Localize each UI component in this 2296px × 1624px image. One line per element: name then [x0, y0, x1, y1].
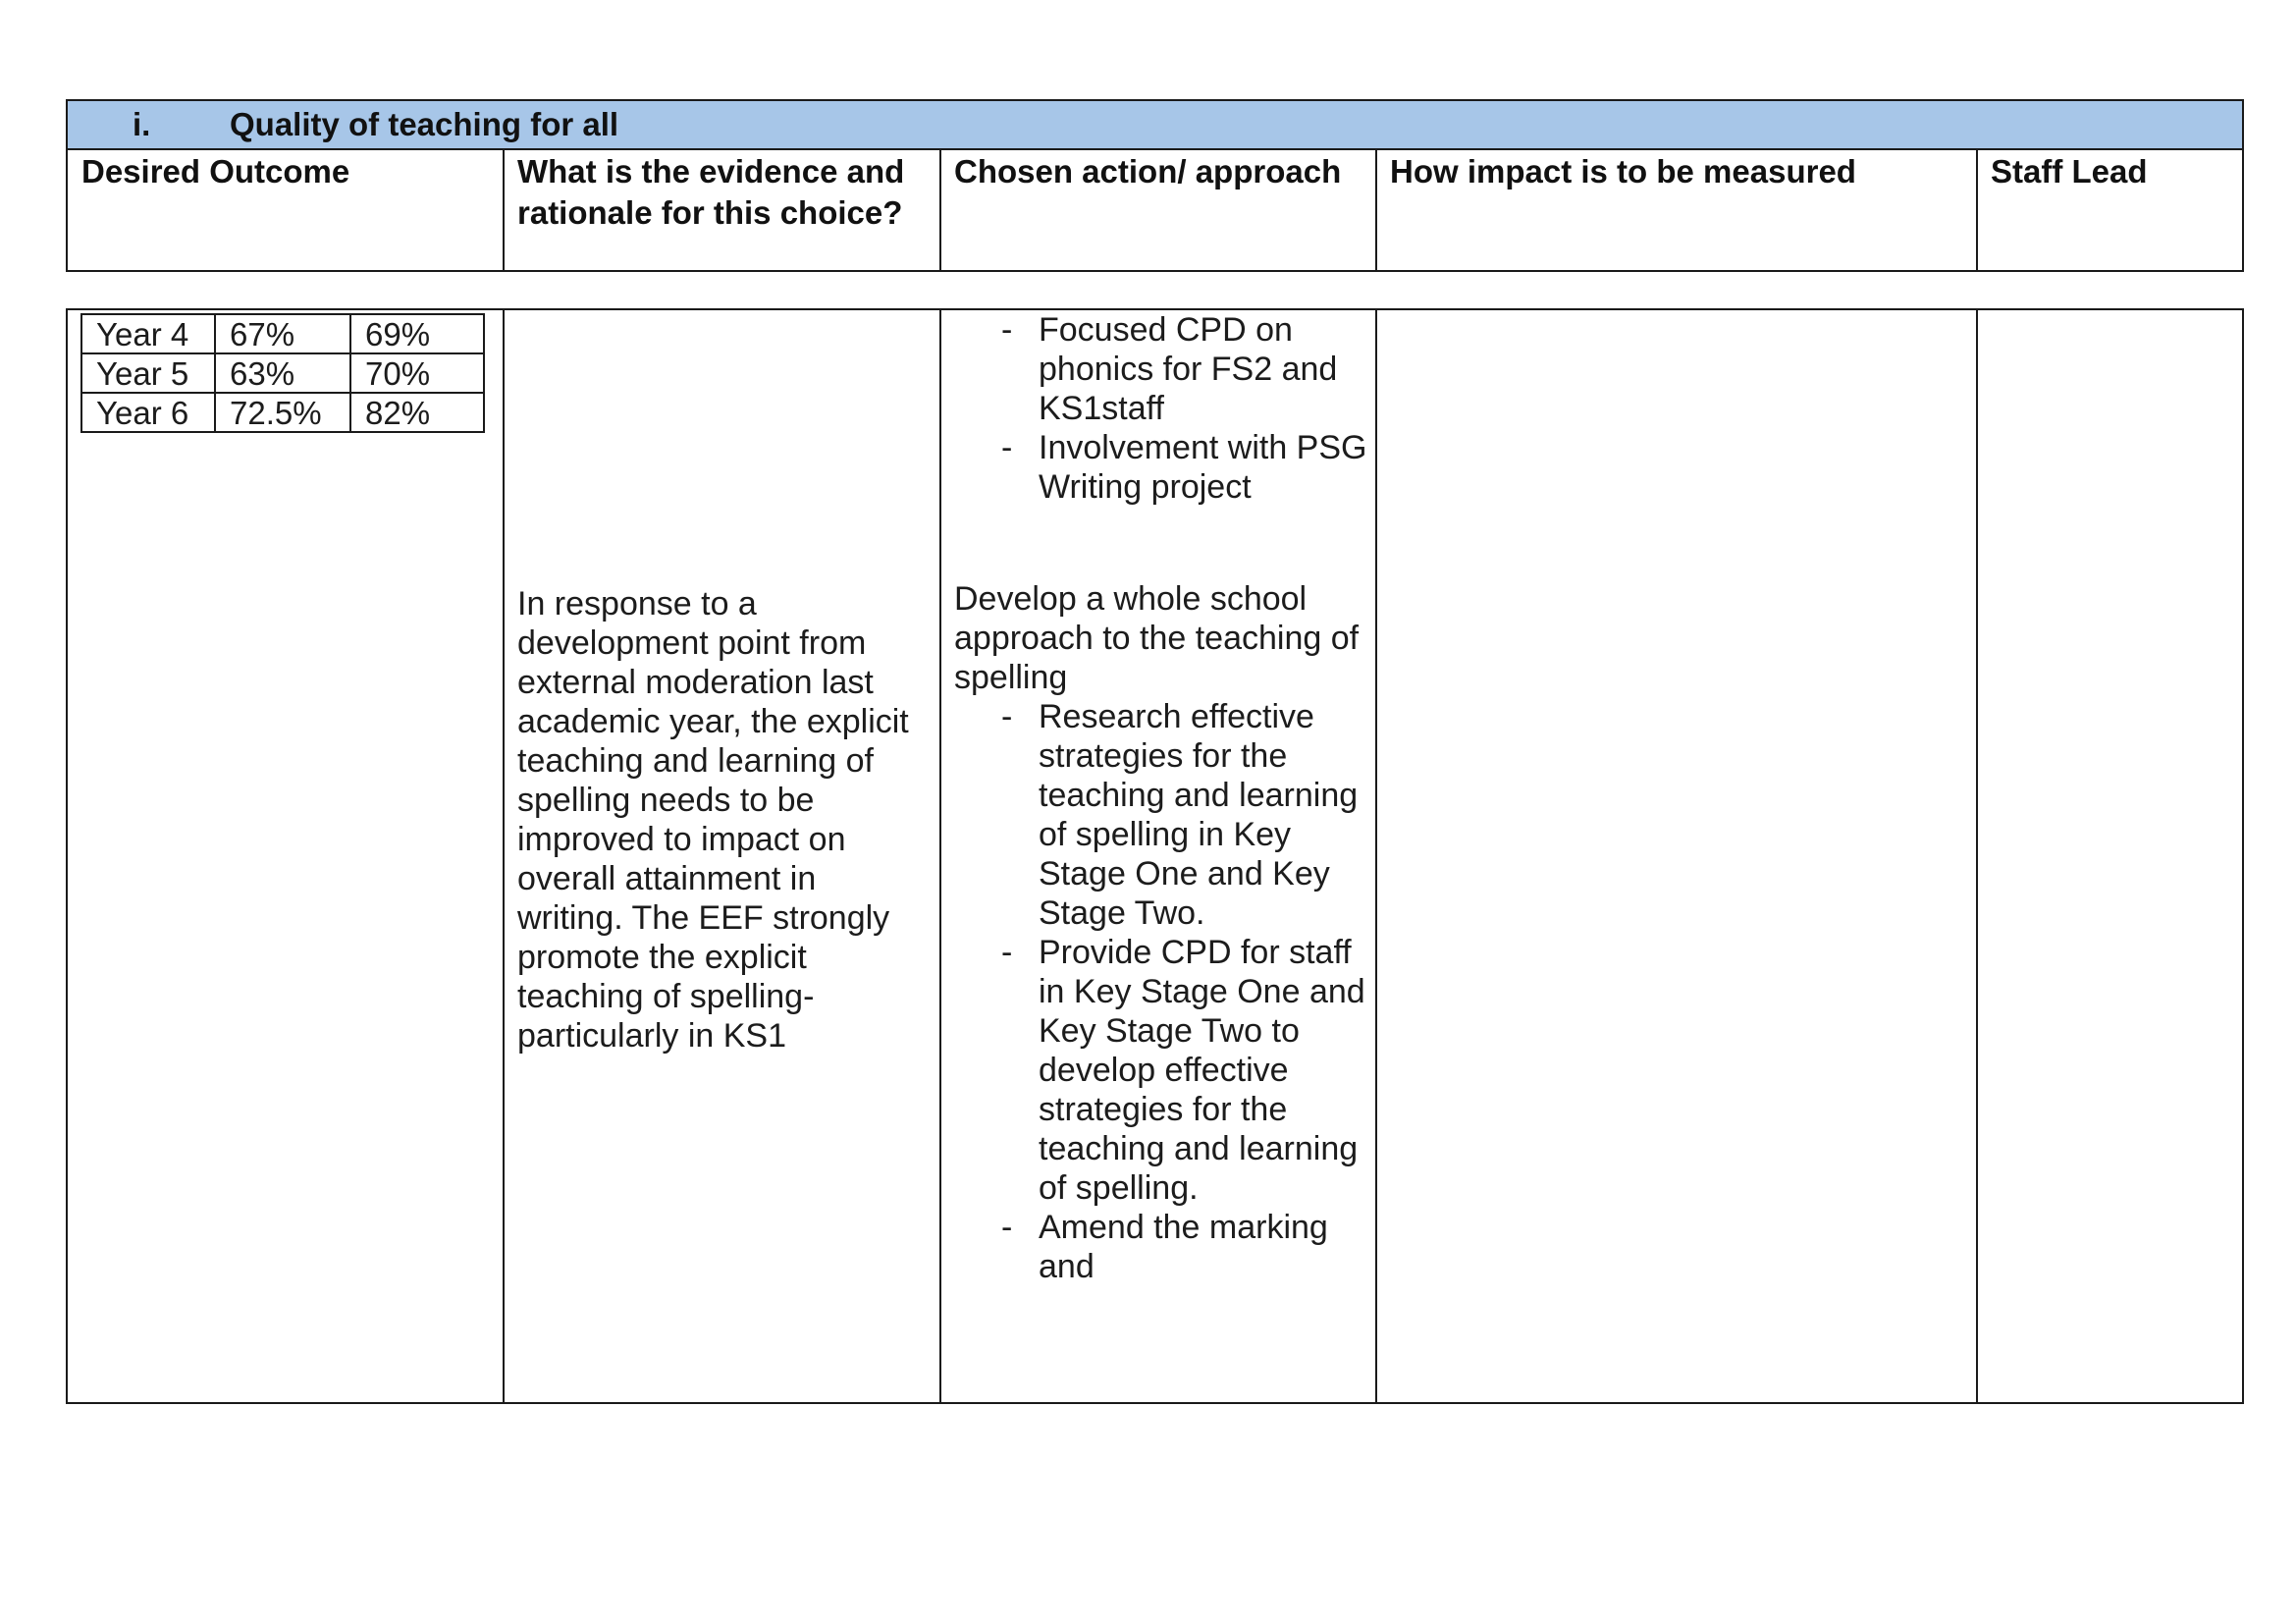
column-header-desired-outcome: Desired Outcome	[81, 153, 350, 189]
section-header	[68, 101, 2242, 150]
list-item: - Focused CPD on phonics for FS2 and KS1staff	[940, 310, 1372, 428]
section-title: Quality of teaching for all	[230, 106, 619, 142]
column-header-staff-lead: Staff Lead	[1991, 153, 2148, 189]
list-item: - Research effective strategies for the teaching and learning of spelling in Key Stage One and Key Stage Two.	[940, 697, 1372, 933]
column-divider	[939, 310, 941, 1402]
staff-lead-cell	[1977, 310, 2244, 1402]
year-label: Year 6	[81, 393, 215, 432]
year-label: Year 4	[81, 314, 215, 353]
column-divider	[1375, 150, 1377, 270]
impact-cell	[1376, 310, 1977, 1402]
action-list-phonics	[940, 310, 1372, 507]
column-header-chosen-action: Chosen action/ approach	[954, 153, 1342, 189]
action-list-spelling	[940, 697, 1372, 1286]
desired-outcome-cell	[68, 310, 504, 1402]
column-divider	[1375, 310, 1377, 1402]
year-value-2: 69%	[350, 314, 484, 353]
list-item: - Provide CPD for staff in Key Stage One and Key Stage Two to develop effective strategies for the teaching and learning of spelling.	[940, 933, 1372, 1208]
action-spelling-block	[954, 579, 1372, 1286]
action-intro: Develop a whole school approach to the teaching of spelling	[954, 580, 1360, 696]
list-item: - Involvement with PSG Writing project	[940, 428, 1372, 507]
year-value-1: 63%	[215, 353, 350, 393]
column-divider	[1976, 150, 1978, 270]
list-item: - Amend the marking and	[940, 1208, 1372, 1286]
year-value-2: 82%	[350, 393, 484, 432]
column-header-impact: How impact is to be measured	[1390, 153, 1856, 189]
header-table	[66, 99, 2244, 272]
section-number: i.	[133, 106, 151, 142]
evidence-text: In response to a development point from external moderation last academic year, the explicit teaching and learning of spelling needs to be improved to impact on overall attainment in writing. The EEF strongly promote the explicit teaching of spelling- particularly in KS1	[517, 585, 909, 1055]
chosen-action-cell	[940, 310, 1376, 1402]
column-divider	[1976, 310, 1978, 1402]
content-table	[66, 308, 2244, 1404]
table-row	[81, 353, 484, 393]
year-value-1: 67%	[215, 314, 350, 353]
column-divider	[503, 150, 505, 270]
year-value-1: 72.5%	[215, 393, 350, 432]
table-row	[81, 393, 484, 432]
column-header-evidence: What is the evidence and rationale for this choice?	[517, 153, 905, 231]
column-divider	[503, 310, 505, 1402]
evidence-cell	[504, 310, 940, 1402]
table-row	[81, 314, 484, 353]
year-value-2: 70%	[350, 353, 484, 393]
year-results-table	[80, 313, 485, 433]
year-label: Year 5	[81, 353, 215, 393]
column-divider	[939, 150, 941, 270]
